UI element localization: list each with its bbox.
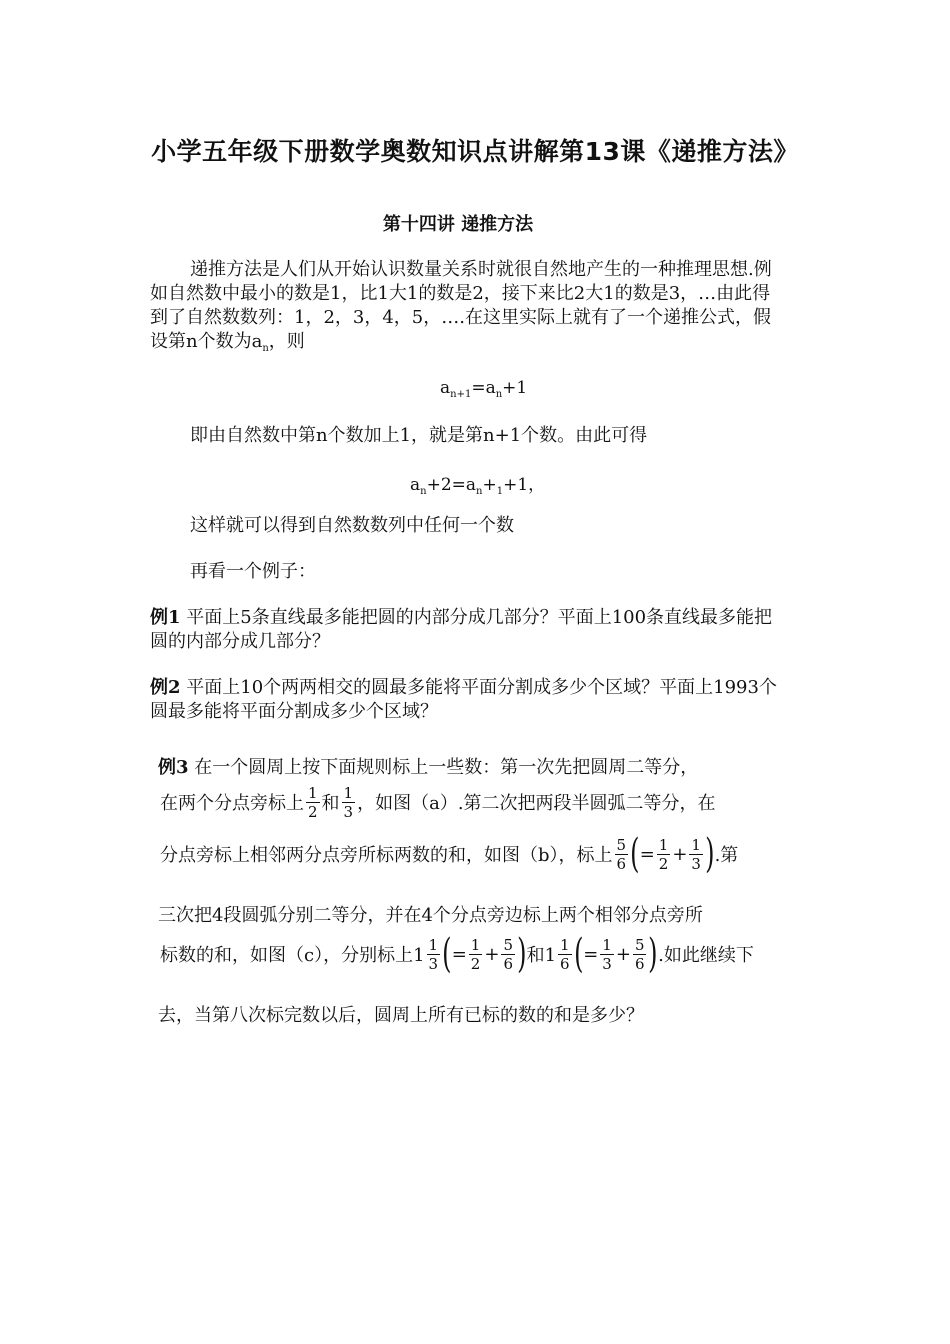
example-1-line-1: 例1 平面上5条直线最多能把圆的内部分成几部分？平面上100条直线最多能把 (150, 607, 773, 628)
example-2-line-2: 圆最多能将平面分割成多少个区域？ (150, 701, 438, 722)
example-1-line-2: 圆的内部分成几部分？ (150, 631, 330, 652)
left-paren-2: ( (442, 931, 452, 977)
example-3-line-2: 在两个分点旁标上 $\frac{1}{2}$ 和 $\frac{1}{3}$ ，如图（a）.第二次把两段半圆弧二等分，在 (160, 783, 716, 821)
intro-line-2: 如自然数中最小的数是1，比1大1的数是2，接下来比2大1的数是3，…由此得 (150, 283, 771, 304)
paragraph-4: 再看一个例子： (190, 561, 316, 582)
fraction-five-sixths-d: $\frac{5}{6}$ (634, 935, 645, 973)
intro-line-4: 设第n个数为$a_n$，则 (150, 331, 305, 354)
example-3-line-1: 例3 在一个圆周上按下面规则标上一些数：第一次先把圆周二等分， (158, 757, 699, 778)
fraction-one-half-b: $\frac{1}{2}$ (658, 835, 669, 873)
right-paren: ) (705, 831, 715, 877)
fraction-one-third-d: $\frac{1}{3}$ (602, 935, 612, 973)
fraction-one-third: $\frac{1}{3}$ (343, 783, 354, 821)
example-3-line-4: 三次把4段圆弧分别二等分，并在4个分点旁边标上两个相邻分点旁所 (158, 905, 703, 926)
example-3-label: 例3 (158, 757, 189, 778)
right-paren-3: ) (648, 931, 658, 977)
fraction-five-sixths-c: $\frac{5}{6}$ (503, 935, 513, 973)
page-title: 小学五年级下册数学奥数知识点讲解第13课《递推方法》 (151, 137, 799, 166)
paragraph-2: 即由自然数中第n个数加上1，就是第n+1个数。由此可得 (190, 425, 648, 446)
fraction-one-third-b: $\frac{1}{3}$ (691, 835, 701, 873)
fraction-one-third-c: $\frac{1}{3}$ (428, 935, 439, 973)
right-paren-2: ) (517, 931, 527, 977)
left-paren: ( (630, 831, 640, 877)
fraction-one-half-c: $\frac{1}{2}$ (470, 935, 481, 973)
example-3-line-5: 标数的和，如图（c），分别标上1 $\frac{1}{3}$ ( = $\frac{1}{2}$ + $\frac{5}{6}$ ) 和1 $\frac{1}{6}$ ( = $\frac{1}{3}$ + $\frac{5}{6}$ ) .如此继续下 (160, 931, 754, 977)
fraction-one-half: $\frac{1}{2}$ (308, 783, 318, 821)
lecture-subtitle: 第十四讲 递推方法 (382, 214, 534, 235)
left-paren-3: ( (573, 931, 584, 977)
paragraph-3: 这样就可以得到自然数数列中任何一个数 (190, 515, 514, 536)
intro-line-3: 到了自然数数列：1，2，3，4，5，….在这里实际上就有了一个递推公式，假 (150, 307, 771, 328)
example-3-line-6: 去，当第八次标完数以后，圆周上所有已标的数的和是多少？ (158, 1005, 644, 1026)
formula-recurrence-2: $a_n+2=a_n+_1+1$， (410, 475, 546, 497)
fraction-five-sixths: $\frac{5}{6}$ (616, 835, 627, 873)
example-1-label: 例1 (150, 607, 181, 628)
example-3-line-3: 分点旁标上相邻两分点旁所标两数的和，如图（b），标上 $\frac{5}{6}$ ( = $\frac{1}{2}$ + $\frac{1}{3}$ ) .第 (160, 831, 739, 877)
formula-recurrence-1: $a_{n+1}=a_n+1$ (440, 378, 528, 400)
example-2-line-1: 例2 平面上10个两两相交的圆最多能将平面分割成多少个区域？平面上1993个 (150, 677, 777, 698)
intro-line-1: 递推方法是人们从开始认识数量关系时就很自然地产生的一种推理思想.例 (190, 259, 772, 280)
fraction-one-sixth: $\frac{1}{6}$ (560, 935, 570, 973)
example-2-label: 例2 (150, 677, 181, 698)
